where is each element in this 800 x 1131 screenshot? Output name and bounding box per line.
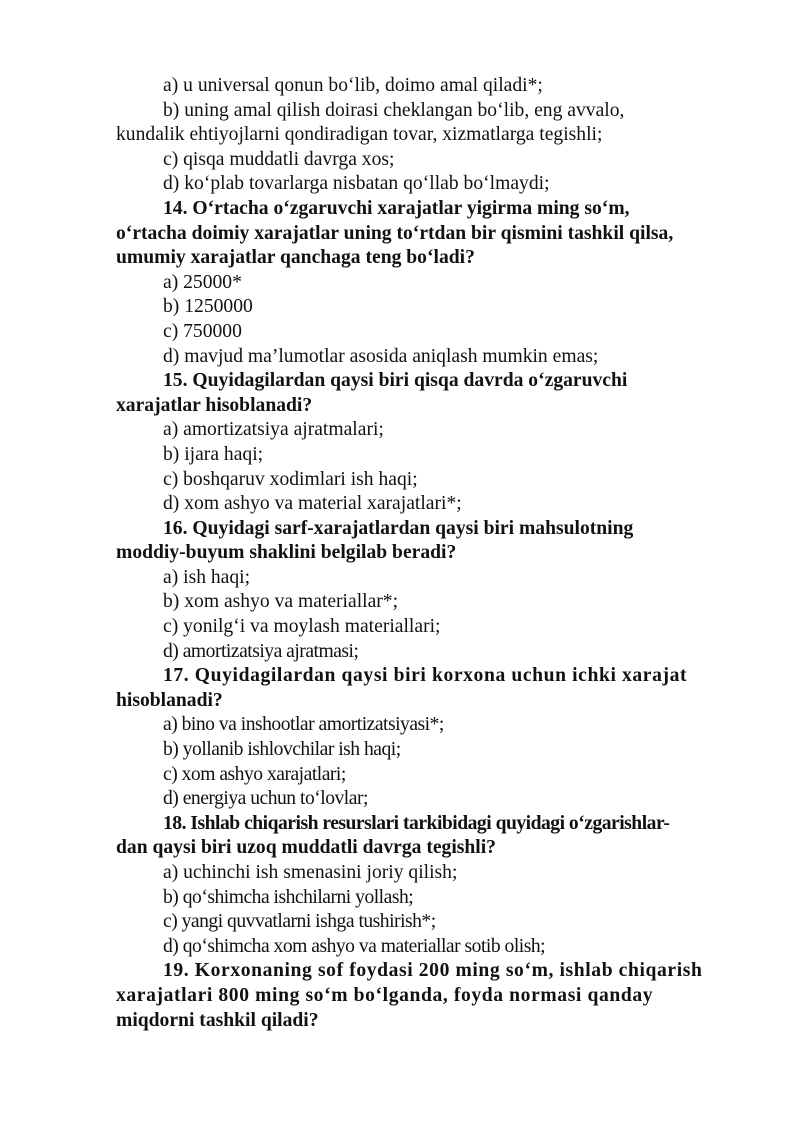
- option-16d: d) amortizatsiya ajratmasi;: [163, 640, 359, 662]
- question-14-line3: umumiy xarajatlar qanchaga teng bo‘ladi?: [116, 247, 475, 269]
- option-14c: c) 750000: [163, 320, 242, 342]
- option-17d: d) energiya uchun to‘lovlar;: [163, 788, 368, 810]
- option-16c: c) yonilg‘i va moylash materiallari;: [163, 616, 441, 638]
- question-17-line2: hisoblanadi?: [116, 689, 223, 711]
- option-13d: d) ko‘plab tovarlarga nisbatan qo‘llab bo‘lmaydi;: [163, 173, 550, 195]
- document-page: [116, 74, 746, 1033]
- option-18a: a) uchinchi ish smenasini joriy qilish;: [163, 862, 458, 883]
- question-19-line2: xarajatlari 800 ming so‘m bo‘lganda, foyda normasi qanday: [116, 984, 654, 1006]
- option-16a: a) ish haqi;: [163, 566, 251, 588]
- option-17c: c) xom ashyo xarajatlari;: [163, 763, 346, 785]
- question-18-line2: dan qaysi biri uzoq muddatli davrga tegishli?: [116, 837, 496, 859]
- option-13b-line1: b) uning amal qilish doirasi cheklangan bo‘lib, eng avvalo,: [163, 99, 625, 121]
- question-14-line2: o‘rtacha doimiy xarajatlar uning to‘rtdan bir qismini tashkil qilsa,: [116, 222, 674, 244]
- option-17b: b) yollanib ishlovchilar ish haqi;: [163, 739, 401, 761]
- option-14a: a) 25000*: [163, 271, 242, 293]
- option-18b: b) qo‘shimcha ishchilarni yollash;: [163, 886, 414, 908]
- question-17-line1: 17. Quyidagilardan qaysi biri korxona uchun ichki xarajat: [163, 665, 688, 687]
- question-16-line1: 16. Quyidagi sarf-xarajatlardan qaysi biri mahsulotning: [163, 517, 634, 539]
- question-15-line1: 15. Quyidagilardan qaysi biri qisqa davrda o‘zgaruvchi: [163, 370, 628, 392]
- option-16b: b) xom ashyo va materiallar*;: [163, 591, 399, 613]
- option-14d: d) mavjud ma’lumotlar asosida aniqlash mumkin emas;: [163, 345, 599, 367]
- option-17a: a) bino va inshootlar amortizatsiyasi*;: [163, 714, 444, 736]
- option-15c: c) boshqaruv xodimlari ish haqi;: [163, 468, 418, 490]
- option-15b: b) ijara haqi;: [163, 443, 264, 465]
- question-15-line2: xarajatlar hisoblanadi?: [116, 394, 313, 416]
- option-18c: c) yangi quvvatlarni ishga tushirish*;: [163, 911, 436, 933]
- question-19-line3: miqdorni tashkil qiladi?: [116, 1009, 319, 1031]
- question-14-line1: 14. O‘rtacha o‘zgaruvchi xarajatlar yigirma ming so‘m,: [163, 197, 630, 219]
- question-19-line1: 19. Korxonaning sof foydasi 200 ming so‘m, ishlab chiqarish: [163, 960, 703, 982]
- question-16-line2: moddiy-buyum shaklini belgilab beradi?: [116, 542, 457, 564]
- option-15d: d) xom ashyo va material xarajatlari*;: [163, 493, 462, 515]
- option-18d: d) qo‘shimcha xom ashyo va materiallar sotib olish;: [163, 935, 546, 957]
- option-13b-line2: kundalik ehtiyojlarni qondiradigan tovar, xizmatlarga tegishli;: [116, 124, 603, 146]
- question-18-line1: 18. Ishlab chiqarish resurslari tarkibidagi quyidagi o‘zgarishlar-: [163, 812, 670, 834]
- option-14b: b) 1250000: [163, 296, 253, 318]
- option-13a: a) u universal qonun bo‘lib, doimo amal qiladi*;: [163, 75, 543, 96]
- option-15a: a) amortizatsiya ajratmalari;: [163, 419, 384, 441]
- option-13c: c) qisqa muddatli davrga xos;: [163, 148, 395, 170]
